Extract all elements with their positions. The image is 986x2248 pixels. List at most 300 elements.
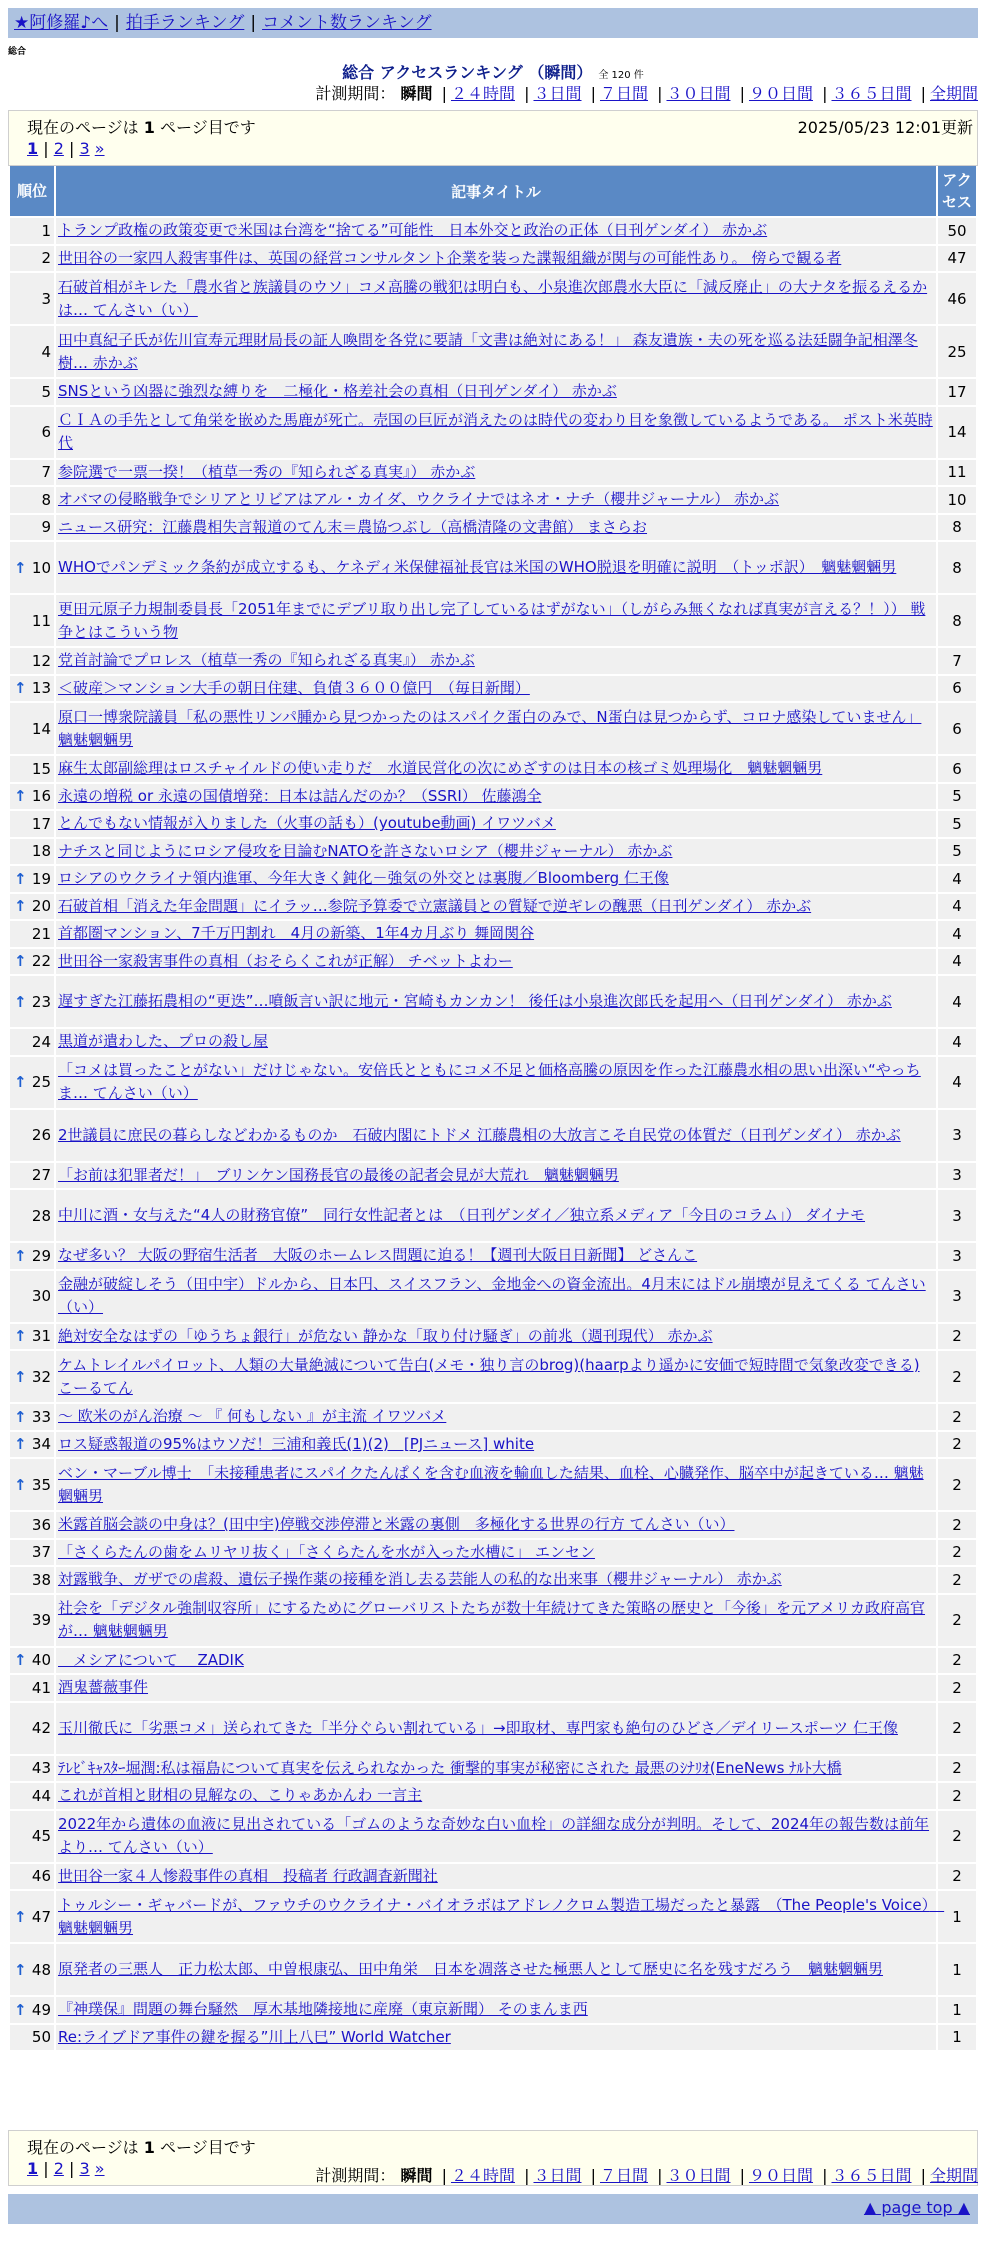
article-link[interactable]: 「お前は犯罪者だ！」 ブリンケン国務長官の最後の記者会見が大荒れ 魑魅魍魎男 [58,1165,619,1184]
rank-number: 26 [31,1126,51,1144]
table-row [10,811,976,837]
period-link-365d[interactable]: ３６５日間 [831,2166,912,2185]
table-row [10,1163,976,1189]
title-cell [56,1029,936,1055]
table-row [10,1756,976,1782]
article-link[interactable]: 田中真紀子氏が佐川宣寿元理財局長の証人喚問を各党に要請「文書は絶対にある！」 森友遺族・夫の死を巡る法廷闘争記相澤冬樹… 赤かぶ [58,330,918,372]
table-row [10,1997,976,2023]
up-arrow-icon: ↑ [14,558,27,577]
table-row [10,1057,976,1108]
access-count: 8 [938,595,976,646]
title-cell [56,1110,936,1161]
rank-cell [10,1351,54,1402]
access-count: 2 [938,1459,976,1510]
table-row [10,866,976,892]
rank-number: 15 [31,759,51,778]
period-link-24h[interactable]: ２４時間 [450,2166,515,2185]
title-cell [56,379,936,405]
article-link[interactable]: ～ 欧米のがん治療 ～ 『 何もしない 』が主流 イワツバメ [58,1407,447,1426]
nav-separator: | [114,13,120,33]
table-row [10,976,976,1027]
rank-number: 43 [31,1759,51,1778]
rank-cell [10,1864,54,1890]
access-count: 2 [938,1811,976,1862]
access-count: 47 [938,246,976,272]
title-cell [56,894,936,920]
access-count: 2 [938,1595,976,1646]
up-arrow-icon: ↑ [14,787,27,806]
up-arrow-icon: ↑ [14,1651,27,1670]
table-row [10,1404,976,1430]
rank-number: 3 [41,289,51,308]
period-label: 計測期間： [315,2166,396,2185]
title-cell [56,460,936,486]
table-row [10,1459,976,1510]
rank-cell [10,921,54,947]
rank-number: 28 [31,1206,51,1225]
period-link-24h[interactable]: ２４時間 [450,84,515,103]
table-row [10,703,976,754]
up-arrow-icon: ↑ [14,1960,27,1979]
article-link[interactable]: 更田元原子力規制委員長「2051年までにデブリ取り出し完了しているはずがない」（しがらみ無くなれば真実が言える？！）） 戦争とはこういう物 [58,599,926,641]
article-link[interactable]: メシアについて ZADIK [58,1650,244,1669]
rank-cell [10,1675,54,1701]
access-count: 2 [938,1324,976,1350]
title-cell [56,1432,936,1458]
period-link-all[interactable]: 全期間 [929,2166,978,2185]
rank-number: 23 [31,992,51,1011]
access-count: 2 [938,1567,976,1593]
period-link-7d[interactable]: ７日間 [599,2166,648,2185]
title-cell [56,542,936,593]
rank-number: 37 [31,1543,51,1562]
table-row [10,1029,976,1055]
item-count: 全 120 件 [598,70,644,81]
article-link[interactable]: 原発者の三悪人 正力松太郎、中曽根康弘、田中角栄 日本を凋落させた極悪人として歴史に名を残すだろう 魑魅魍魎男 [58,1960,884,1978]
table-row [10,542,976,593]
title-cell [56,1271,936,1322]
period-current: 瞬間 [400,2166,433,2185]
title-cell [56,515,936,541]
rank-cell [10,1163,54,1189]
rank-cell [10,379,54,405]
rank-cell [10,949,54,975]
title-cell [56,1324,936,1350]
rank-cell [10,1756,54,1782]
rank-cell [10,515,54,541]
rank-number: 29 [31,1246,51,1265]
title-cell [56,1351,936,1402]
article-link[interactable]: なぜ多い？ 大阪の野宿生活者 大阪のホームレス問題に迫る！【週刊大阪日日新聞】 どさんこ [58,1246,698,1265]
rank-cell [10,1324,54,1350]
rank-number: 10 [31,558,51,577]
pager-link-3[interactable]: 3 [79,139,90,158]
rank-cell [10,894,54,920]
article-link[interactable]: ナチスと同じようにロシア侵攻を目論むNATOを許さないロシア（櫻井ジャーナル） 赤かぶ [58,841,673,860]
rank-number: 47 [31,1907,51,1926]
period-link-30d[interactable]: ３０日間 [666,2166,731,2185]
article-link[interactable]: 麻生太郎副総理はロスチャイルドの使い走りだ 水道民営化の次にめざすのは日本の核ゴミ処理場化 魑魅魍魎男 [58,759,823,778]
period-link-3d[interactable]: ３日間 [533,84,582,103]
updated-time: 2025/05/23 12:01更新 [797,118,973,137]
article-link[interactable]: 遅すぎた江藤拓農相の“更迭”…噴飯言い訳に地元・宮崎もカンカン！ 後任は小泉進次郎氏を起用へ（日刊ゲンダイ） 赤かぶ [58,992,892,1010]
rank-cell [10,1944,54,1995]
title-cell [56,1891,945,1942]
rank-cell [10,1271,54,1322]
title-cell [56,1567,936,1593]
page-status: 現在のページは 1 ページ目です [27,2138,256,2157]
article-link[interactable]: 首都圏マンション、7千万円割れ 4月の新築、1年4カ月ぶり 舞岡関谷 [58,924,535,943]
article-link[interactable]: 永遠の増税 or 永遠の国債増発：日本は詰んだのか？（SSRI） 佐藤鴻全 [58,786,542,805]
rank-cell [10,1459,54,1510]
rank-number: 5 [41,382,51,401]
article-link[interactable]: 「コメは買ったことがない」だけじゃない。安倍氏とともにコメ不足と価格高騰の原因を作った江藤農水相の思い出深い“やっちま… てんさい（い） [58,1061,921,1102]
article-link[interactable]: 玉川徹氏に「劣悪コメ」送られてきた「半分ぐらい割れている」→即取材、専門家も絶句のひどさ／デイリースポーツ 仁王像 [58,1718,898,1737]
table-row [10,1567,976,1593]
rank-cell [10,595,54,646]
table-row [10,1243,976,1269]
rank-cell [10,1595,54,1646]
rank-cell [10,1432,54,1458]
access-count: 3 [938,1190,976,1241]
access-count: 1 [938,1891,976,1942]
rank-cell [10,1190,54,1241]
access-count: 2 [938,1864,976,1890]
access-count: 4 [938,1057,976,1108]
table-row [10,1783,976,1809]
rank-number: 39 [31,1611,51,1629]
access-count: 3 [938,1243,976,1269]
period-link-7d[interactable]: ７日間 [599,84,648,103]
table-row [10,595,976,646]
access-count: 1 [938,2025,976,2051]
rank-cell [10,460,54,486]
article-link[interactable]: 2世議員に庶民の暮らしなどわかるものか 石破内閣にトドメ 江藤農相の大放言こそ自民党の体質だ（日刊ゲンダイ） 赤かぶ [58,1125,901,1144]
article-link[interactable]: これが首相と財相の見解なの、こりゃあかんわ 一言主 [58,1786,423,1805]
rank-number: 9 [41,518,51,537]
title-cell [56,1648,936,1674]
access-count: 4 [938,921,976,947]
article-link[interactable]: 2022年から遺体の血液に見出されている「ゴムのような奇妙な白い血栓」の詳細な成分が判明。そして、2024年の報告数は前年より… てんさい（い） [58,1815,930,1856]
access-count: 6 [938,756,976,782]
rank-cell [10,811,54,837]
rank-cell [10,542,54,593]
table-row [10,1703,976,1754]
period-selector-bottom: 計測期間： 瞬間 | ２４時間 | ３日間 | ７日間 | ３０日間 | ９０日間 | ３６５日間 | 全期間 [315,2166,978,2185]
article-link[interactable]: ＣＩＡの手先として角栄を嵌めた馬鹿が死亡。売国の巨匠が消えたのは時代の変わり目を象徴しているようである。 ポスト米英時代 [58,411,933,452]
rank-number: 25 [31,1073,51,1091]
pager-next[interactable]: » [94,2159,105,2178]
article-link[interactable]: 黒道が遣わした、プロの殺し屋 [58,1032,269,1051]
access-count: 5 [938,784,976,810]
rank-number: 41 [31,1678,51,1697]
rank-cell [10,2025,54,2051]
article-link[interactable]: 世田谷の一家四人殺害事件は、英国の経営コンサルタント企業を装った諜報組織が関与の可能性あり。 傍らで観る者 [58,248,842,267]
title-cell [56,1190,936,1241]
rank-number: 2 [41,249,51,268]
rank-cell [10,1029,54,1055]
table-row [10,246,976,272]
up-arrow-icon: ↑ [14,2000,27,2019]
title-cell [56,1512,936,1538]
title-cell [56,811,936,837]
up-arrow-icon: ↑ [14,1407,27,1426]
rank-cell [10,326,54,377]
clap-ranking-link[interactable]: 拍手ランキング [125,13,245,33]
rank-cell [10,1648,54,1674]
article-link[interactable]: オバマの侵略戦争でシリアとリビアはアル・カイダ、ウクライナではネオ・ナチ（櫻井ジャーナル） 赤かぶ [58,490,780,509]
table-row [10,1540,976,1566]
up-arrow-icon: ↑ [14,897,27,916]
up-arrow-icon: ↑ [14,1435,27,1454]
rank-cell [10,487,54,513]
rank-cell [10,648,54,674]
article-link[interactable]: 中川に酒・女与えた“4人の財務官僚” 同行女性記者とは （日刊ゲンダイ／独立系メディア「今日のコラム」） ダイナモ [58,1206,866,1224]
title-cell [56,921,936,947]
rank-number: 48 [31,1960,51,1979]
up-arrow-icon: ↑ [14,1907,27,1926]
article-link[interactable]: 世田谷一家殺害事件の真相（おそらくこれが正解） チベットよわー [58,951,513,970]
article-link[interactable]: 『神璞保』問題の舞台騒然 厚木基地隣接地に産廃（東京新聞） そのまんま西 [58,2000,588,2019]
up-arrow-icon: ↑ [14,992,27,1011]
rank-number: 33 [31,1407,51,1426]
access-count: 7 [938,648,976,674]
access-count: 10 [938,487,976,513]
period-link-3d[interactable]: ３日間 [533,2166,582,2185]
title-cell [56,676,936,702]
title-cell [56,1756,936,1782]
table-row [10,839,976,865]
period-link-90d[interactable]: ９０日間 [748,2166,813,2185]
article-link[interactable]: ＜破産＞マンション大手の朝日住建、負債３６００億円 （毎日新聞） [58,678,530,697]
table-row [10,1324,976,1350]
article-link[interactable]: 社会を「デジタル強制収容所」にするためにグローバリストたちが数十年続けてきた策略の歴史と「今後」を元アメリカ政府高官が… 魑魅魍魎男 [58,1599,926,1640]
rank-cell [10,976,54,1027]
article-link[interactable]: ロシアのウクライナ領内進軍、今年大きく鈍化－強気の外交とは裏腹／Bloomberg 仁王像 [58,869,669,888]
page-top-link[interactable]: ▲ page top ▲ [863,2198,970,2217]
title-cell [56,1057,936,1108]
article-link[interactable]: 党首討論でプロレス（植草一秀の『知られざる真実』） 赤かぶ [58,651,475,670]
rank-cell [10,1891,54,1942]
article-link[interactable]: 「さくらたんの歯をムリヤリ抜く」「さくらたんを水が入った水槽に」 エンセン [58,1542,595,1561]
table-row [10,1811,976,1862]
table-row [10,460,976,486]
rank-number: 11 [31,611,51,630]
rank-number: 50 [31,2028,51,2047]
title-cell [56,866,936,892]
rank-cell [10,839,54,865]
rank-number: 24 [31,1032,51,1051]
rank-cell [10,784,54,810]
table-row [10,1351,976,1402]
period-link-all[interactable]: 全期間 [929,84,978,103]
access-count: 1 [938,1997,976,2023]
up-arrow-icon: ↑ [14,869,27,888]
table-row [10,1512,976,1538]
rank-cell [10,1703,54,1754]
page-title-text: 総合 アクセスランキング （瞬間） [342,63,593,82]
article-link[interactable]: SNSという凶器に強烈な縛りを 二極化・格差社会の真相（日刊ゲンダイ） 赤かぶ [58,382,617,401]
table-row [10,326,976,377]
rank-number: 34 [31,1435,51,1454]
article-link[interactable]: 金融が破綻しそう（田中宇）ドルから、日本円、スイスフラン、金地金への資金流出。4月末にはドル崩壊が見えてくる てんさい（い） [58,1275,926,1316]
title-cell [56,1243,936,1269]
article-link[interactable]: 石破首相がキレた「農水省と族議員のウソ」コメ高騰の戦犯は明白も、小泉進次郎農水大臣に「減反廃止」の大ナタを振るえるかは… てんさい（い） [58,277,928,319]
article-link[interactable]: 米露首脳会談の中身は？(田中宇)停戦交渉停滞と米露の裏側 多極化する世界の行方 てんさい（い） [58,1515,735,1534]
table-row [10,756,976,782]
pager-current[interactable]: 1 [27,139,39,158]
pager-link-2[interactable]: 2 [53,2159,64,2178]
article-link[interactable]: 原口一博衆院議員「私の悪性リンパ腫から見つかったのはスパイク蛋白のみで、N蛋白は見つからず、コロナ感染していません」 魑魅魍魎男 [58,707,922,749]
pager-next[interactable]: » [94,139,105,158]
period-link-365d[interactable]: ３６５日間 [831,84,912,103]
access-count: 2 [938,1404,976,1430]
title-cell [56,1944,936,1995]
title-cell [56,407,936,458]
title-cell [56,2025,936,2051]
rank-cell [10,703,54,754]
table-row [10,218,976,244]
rank-number: 14 [31,719,51,738]
section-label: 総合 [8,47,27,57]
title-cell [56,1703,936,1754]
article-link[interactable]: 対露戦争、ガザでの虐殺、遺伝子操作薬の接種を消し去る芸能人の私的な出来事（櫻井ジャーナル） 赤かぶ [58,1570,782,1589]
rank-number: 31 [31,1327,51,1346]
article-link[interactable]: トランプ政権の政策変更で米国は台湾を“捨てる”可能性 日本外交と政治の正体（日刊ゲンダイ） 赤かぶ [58,221,768,240]
header-access: アクセス [938,166,976,216]
article-link[interactable]: 参院選で一票一揆！（植草一秀の『知られざる真実』） 赤かぶ [58,462,476,481]
article-link[interactable]: ベン・マーブル博士 「未接種患者にスパイクたんぱくを含む血液を輸血した結果、血栓、心臓発作、脳卒中が起きている… 魑魅魍魎男 [58,1463,924,1505]
article-link[interactable]: WHOでパンデミック条約が成立するも、ケネディ米保健福祉長官は米国のWHO脱退を明確に説明 （トッポ訳） 魑魅魍魎男 [58,558,897,576]
table-row [10,515,976,541]
title-cell [56,1783,936,1809]
rank-number: 6 [41,423,51,441]
table-row [10,676,976,702]
period-link-30d[interactable]: ３０日間 [666,84,731,103]
access-count: 3 [938,1271,976,1322]
table-row [10,407,976,458]
article-link[interactable]: Re:ライブドア事件の鍵を握る”川上八巳” World Watcher [58,2027,451,2046]
rank-cell [10,1243,54,1269]
pager-link-3[interactable]: 3 [79,2159,90,2178]
rank-cell [10,1404,54,1430]
period-link-90d[interactable]: ９０日間 [748,84,813,103]
article-link[interactable]: 世田谷一家４人惨殺事件の真相 投稿者 行政調査新聞社 [58,1866,438,1885]
rank-cell [10,273,54,324]
table-row [10,1891,976,1942]
table-row [10,1110,976,1161]
rank-number: 12 [31,651,51,670]
access-count: 25 [938,326,976,377]
title-cell [56,1997,936,2023]
article-link[interactable]: ロス疑惑報道の95%はウソだ！三浦和義氏(1)(2) [PJニュース] white [58,1434,535,1453]
title-cell [56,784,936,810]
access-count: 11 [938,460,976,486]
rank-number: 36 [31,1515,51,1534]
up-arrow-icon: ↑ [14,1475,27,1494]
table-row [10,2025,976,2051]
home-link[interactable]: ★阿修羅♪へ [14,13,109,33]
rank-number: 35 [31,1475,51,1494]
top-nav-bar [8,8,978,38]
table-row [10,1190,976,1241]
rank-cell [10,1567,54,1593]
rank-cell [10,1783,54,1809]
up-arrow-icon: ↑ [14,952,27,971]
access-count: 2 [938,1351,976,1402]
title-cell [56,1459,936,1510]
title-cell [56,246,936,272]
access-count: 8 [938,515,976,541]
table-row [10,1432,976,1458]
article-link[interactable]: ケムトレイルパイロット、人類の大量絶滅について告白(メモ・独り言のbrog)(haarpより遥かに安価で短時間で気象改変できる) こーるてん [58,1355,920,1397]
access-count: 2 [938,1512,976,1538]
rank-number: 42 [31,1719,51,1737]
rank-number: 4 [41,342,51,361]
access-count: 4 [938,976,976,1027]
access-count: 2 [938,1756,976,1782]
article-link[interactable]: トゥルシー・ギャバードが、ファウチのウクライナ・バイオラボはアドレノクロム製造工場だったと暴露 （The People's Voice） 魑魅魍魎男 [58,1895,945,1937]
pager-link-2[interactable]: 2 [53,139,64,158]
article-link[interactable]: 絶対安全なはずの「ゆうちょ銀行」が危ない 静かな「取り付け騒ぎ」の前兆（週刊現代） 赤かぶ [58,1326,713,1345]
article-link[interactable]: 酒鬼薔薇事件 [58,1678,149,1697]
rank-number: 18 [31,842,51,861]
title-cell [56,949,936,975]
nav-separator: | [250,13,257,33]
article-link[interactable]: ニュース研究：江藤農相失言報道のてん末＝農協つぶし（高橋清隆の文書館） まさらお [58,517,648,536]
access-count: 5 [938,839,976,865]
rank-number: 44 [31,1786,51,1805]
rank-number: 32 [31,1367,51,1386]
comment-ranking-link[interactable]: コメント数ランキング [262,13,432,33]
ranking-table [8,164,978,2052]
access-count: 2 [938,1540,976,1566]
access-count: 8 [938,542,976,593]
article-link[interactable]: とんでもない情報が入りました（火事の話も）(youtube動画) イワツバメ [58,814,556,833]
rank-number: 8 [41,490,51,509]
rank-number: 13 [31,679,51,698]
title-cell [56,326,936,377]
title-cell [56,1404,936,1430]
rank-number: 21 [31,924,51,943]
article-link[interactable]: ﾃﾚﾋﾞｷｬｽﾀｰ堀潤:私は福島について真実を伝えられなかった 衝撃的事実が秘密にされた 最悪のｼﾅﾘｵ(EneNews ﾅﾙﾄ大橋 [58,1758,842,1777]
page-info-top [8,110,978,166]
title-cell [56,648,936,674]
period-selector-top: 計測期間： 瞬間 | ２４時間 | ３日間 | ７日間 | ３０日間 | ９０日間 | ３６５日間 | 全期間 [315,84,978,103]
bottom-bar [8,2194,978,2224]
up-arrow-icon: ↑ [14,679,27,698]
title-cell [56,839,936,865]
rank-number: 19 [31,869,51,888]
rank-cell [10,1512,54,1538]
access-count: 1 [938,1944,976,1995]
up-arrow-icon: ↑ [14,1246,27,1265]
table-row [10,1271,976,1322]
title-cell [56,703,936,754]
rank-number: 30 [31,1287,51,1305]
access-count: 4 [938,1029,976,1055]
article-link[interactable]: 石破首相「消えた年金問題」にイラッ…参院予算委で立憲議員との質疑で逆ギレの醜悪（日刊ゲンダイ） 赤かぶ [58,896,812,915]
access-count: 5 [938,811,976,837]
page-status: 現在のページは 1 ページ目です [27,118,256,137]
rank-cell [10,1057,54,1108]
up-arrow-icon: ↑ [14,1073,27,1091]
title-cell [56,1675,936,1701]
table-row [10,1595,976,1646]
access-count: 17 [938,379,976,405]
pager-current[interactable]: 1 [27,2159,39,2178]
title-cell [56,1595,936,1646]
